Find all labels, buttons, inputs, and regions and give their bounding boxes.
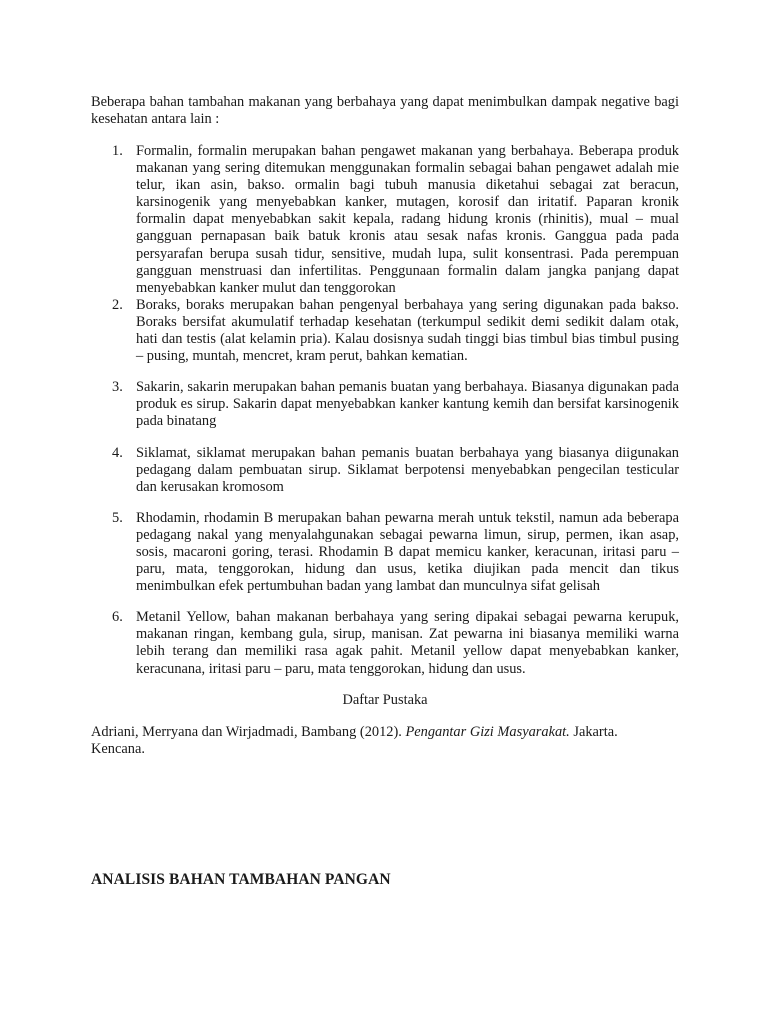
reference-publisher: Jakarta. Kencana. [91,723,618,757]
list-item-number: 1. [112,143,123,159]
list-item [91,609,679,677]
list-item-text: Rhodamin, rhodamin B merupakan bahan pewarna merah untuk tekstil, namun ada beberapa pedagang nakal yang menyalahgunakan sebagai pewarna limun, sirup, permen, ikan asap, sosis, macaroni goring, terasi. Rhodamin B dapat memicu kanker, keracunan, iritasi paru – paru, mata, tenggorokan, hidung dan usus, ketika diujikan pada mencit dan tikus menimbulkan efek pertumbuhan badan yang lambat dan munculnya sifat gelisah [136,509,679,595]
list-item-text: Siklamat, siklamat merupakan bahan pemanis buatan berbahaya yang biasanya diigunakan pedagang dalam pembuatan sirup. Siklamat berpotensi menyebabkan pengecilan testicular dan kerusakan kromosom [136,444,679,495]
hazardous-additives-list [91,143,679,678]
list-item [91,445,679,496]
intro-paragraph: Beberapa bahan tambahan makanan yang berbahaya yang dapat menimbulkan dampak negative bagi kesehatan antara lain : [91,94,679,127]
list-item-text: Boraks, boraks merupakan bahan pengenyal berbahaya yang sering digunakan pada bakso. Boraks bersifat akumulatif terhadap kesehatan (terkumpul sedikit demi sedikit dalam otak, hati dan testis (alat kelamin pria). Kalau dosisnya sudah tinggi bias timbul bias timbul pusing – pusing, muntah, mencret, kram perut, bahkan kematian. [136,296,679,365]
list-item-number: 3. [112,379,123,396]
list-item-number: 2. [112,296,123,313]
reference-book-title: Pengantar Gizi Masyarakat. [405,723,570,740]
list-item-number: 6. [112,609,123,626]
document-body [91,94,679,758]
reference-authors: Adriani, Merryana dan Wirjadmadi, Bambang (2012). [91,723,406,740]
list-item [91,297,679,365]
list-item-number: 4. [112,444,123,461]
list-item-number: 5. [112,509,123,526]
list-item [91,510,679,595]
list-item-text: Formalin, formalin merupakan bahan pengawet makanan yang berbahaya. Beberapa produk makanan yang sering ditemukan menggunakan formalin sebagai bahan pengawet adalah mie telur, ikan asin, bakso. ormalin bagi tubuh manusia diketahui sebagai zat beracun, karsinogenik yang menyebabkan kanker, mutagen, korosif dan iritatif. Paparan kronik formalin dapat menyebabkan sakit kepala, radang hidung kronis (rhinitis), mual – mual gangguan pernapasan baik batuk kronis atau sesak nafas kronis. Ganggua pada pada persyarafan berupa susah tidur, sensitive, mudah lupa, sulit konsentrasi. Pada perempuan gangguan menstruasi dan infertilitas. Penggunaan formalin dalam jangka panjang dapat menyebabkan kanker mulut dan tenggorokan [136,143,679,296]
references-title: Daftar Pustaka [342,691,428,708]
reference-entry [91,724,651,758]
section-heading: ANALISIS BAHAN TAMBAHAN PANGAN [91,871,391,888]
list-item [91,143,679,297]
list-item-text: Sakarin, sakarin merupakan bahan pemanis buatan yang berbahaya. Biasanya digunakan pada produk es sirup. Sakarin dapat menyebabkan kanker kantung kemih dan bersifat karsinogenik pada binatang [136,379,679,430]
list-item-text: Metanil Yellow, bahan makanan berbahaya yang sering dipakai sebagai pewarna kerupuk, makanan ringan, kembang gula, sirup, manisan. Zat pewarna ini biasanya memiliki warna lebih terang dan memiliki rasa agak pahit. Metanil yellow dapat menyebabkan kanker, keracunana, iritasi paru – paru, mata tenggorokan, hidung dan usus. [136,609,679,677]
list-item [91,379,679,430]
